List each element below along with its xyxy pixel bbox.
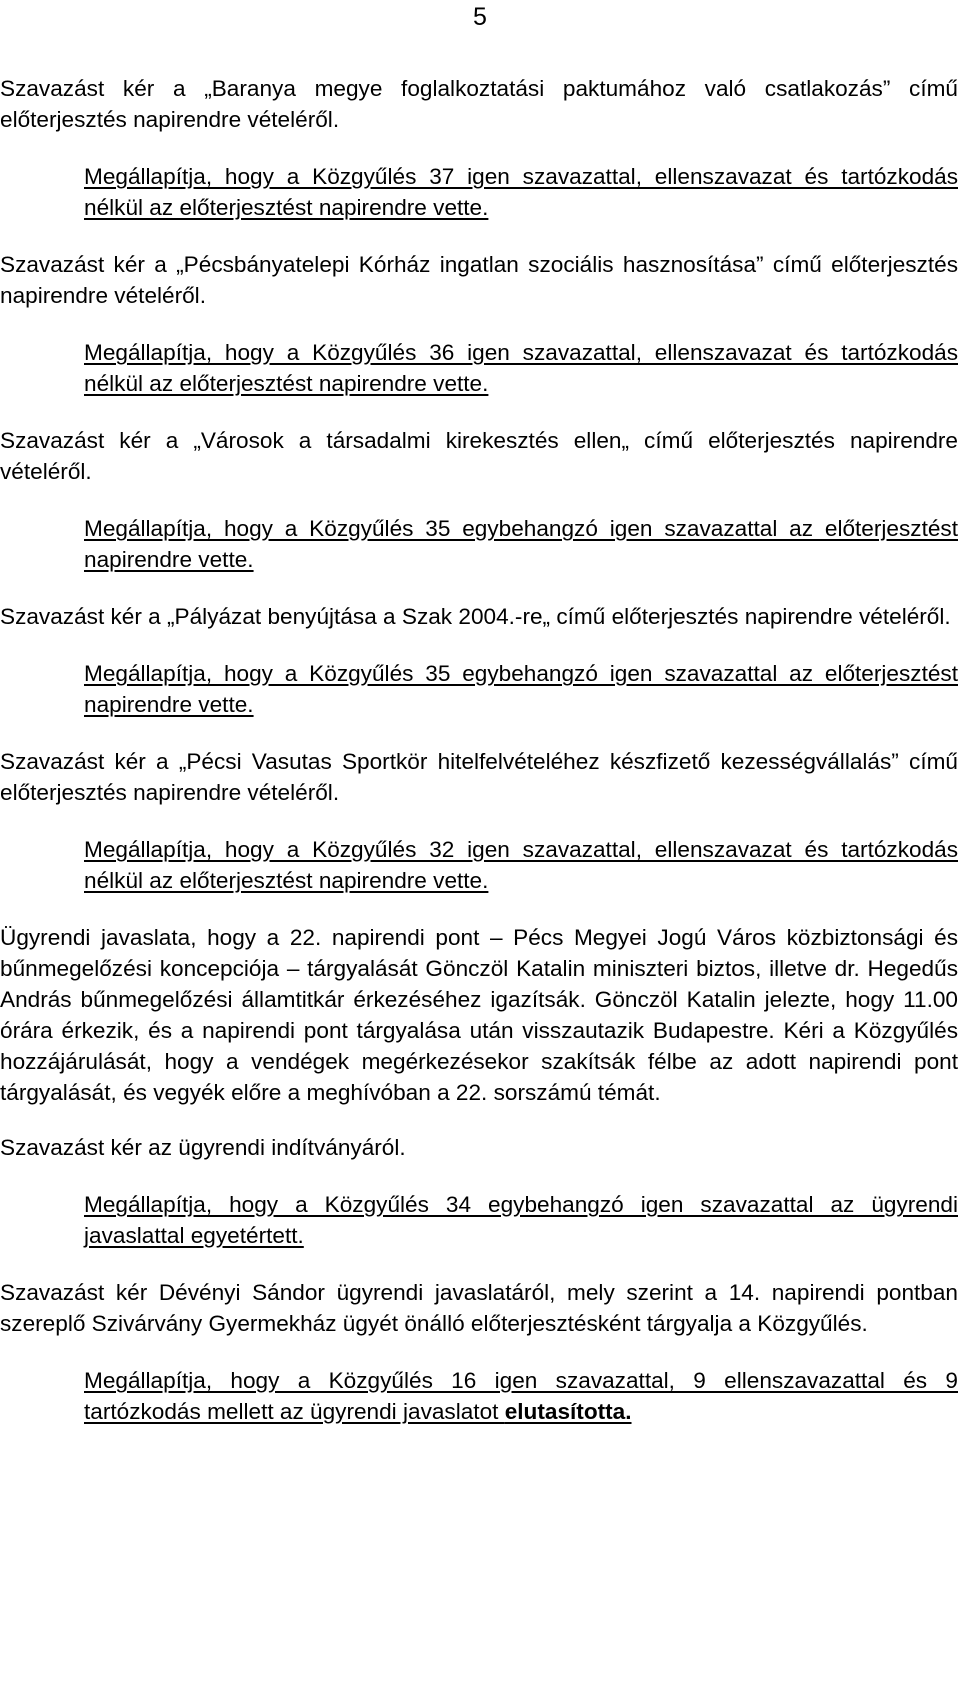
vote-request-devenyi: Szavazást kér Dévényi Sándor ügyrendi javaslatáról, mely szerint a 14. napirendi pontban szereplő Szivárvány Gyermekház ügyét önálló előterjesztésként tárgyalja a Közgyűlés.: [0, 1280, 958, 1336]
vote-request-baranya: Szavazást kér a „Baranya megye foglalkoztatási paktumához való csatlakozás” című előterjesztés napirendre vételéről.: [0, 76, 958, 132]
vote-result-vasutas: Megállapítja, hogy a Közgyűlés 32 igen szavazattal, ellenszavazat és tartózkodás nélkül az előterjesztést napirendre vette.: [84, 837, 958, 893]
minutes-body: [0, 73, 958, 1453]
vote-request-palyazat: Szavazást kér a „Pályázat benyújtása a Szak 2004.-re„ című előterjesztés napirendre vételéről.: [0, 604, 951, 629]
procedural-proposal: Ügyrendi javaslata, hogy a 22. napirendi pont – Pécs Megyei Jogú Város közbiztonsági és bűnmegelőzési koncepciója – tárgyalását Gönczöl Katalin miniszteri biztos, illetve dr. Hegedűs András bűnmegelőzési államtitkár érkezéséhez igazítsák. Gönczöl Katalin jelezte, hogy 11.00 órára érkezik, és a napirendi pont tárgyalása után visszautazik Budapestre. Kéri a Közgyűlés hozzájárulását, hogy a vendégek megérkezésekor szakítsák félbe az adott napirendi pont tárgyalását, és vegyék előre a meghívóban a 22. sorszámú témát.: [0, 925, 958, 1105]
vote-result-varosok: Megállapítja, hogy a Közgyűlés 35 egybehangzó igen szavazattal az előterjesztést napirendre vette.: [84, 516, 958, 572]
page-number: 5: [473, 3, 487, 31]
vote-result-pecsbanyatelep: Megállapítja, hogy a Közgyűlés 36 igen szavazattal, ellenszavazat és tartózkodás nélkül az előterjesztést napirendre vette.: [84, 340, 958, 396]
vote-request-procedural: Szavazást kér az ügyrendi indítványáról.: [0, 1135, 406, 1160]
vote-request-varosok: Szavazást kér a „Városok a társadalmi kirekesztés ellen„ című előterjesztés napirendre vételéről.: [0, 428, 958, 484]
vote-result-procedural: Megállapítja, hogy a Közgyűlés 34 egybehangzó igen szavazattal az ügyrendi javaslattal egyetértett.: [84, 1192, 958, 1248]
vote-request-vasutas: Szavazást kér a „Pécsi Vasutas Sportkör hitelfelvételéhez készfizető kezességvállalás” című előterjesztés napirendre vételéről.: [0, 749, 958, 805]
vote-result-palyazat: Megállapítja, hogy a Közgyűlés 35 egybehangzó igen szavazattal az előterjesztést napirendre vette.: [84, 661, 958, 717]
vote-result-baranya: Megállapítja, hogy a Közgyűlés 37 igen szavazattal, ellenszavazat és tartózkodás nélkül az előterjesztést napirendre vette.: [84, 164, 958, 220]
vote-request-pecsbanyatelep: Szavazást kér a „Pécsbányatelepi Kórház ingatlan szociális hasznosítása” című előterjesztés napirendre vételéről.: [0, 252, 958, 308]
vote-result-devenyi-text: Megállapítja, hogy a Közgyűlés 16 igen szavazattal, 9 ellenszavazattal és 9 tartózkodás mellett az ügyrendi javaslatot: [84, 1368, 958, 1424]
vote-result-devenyi: [84, 1365, 958, 1427]
vote-result-devenyi-emphasis: elutasította.: [504, 1399, 632, 1424]
